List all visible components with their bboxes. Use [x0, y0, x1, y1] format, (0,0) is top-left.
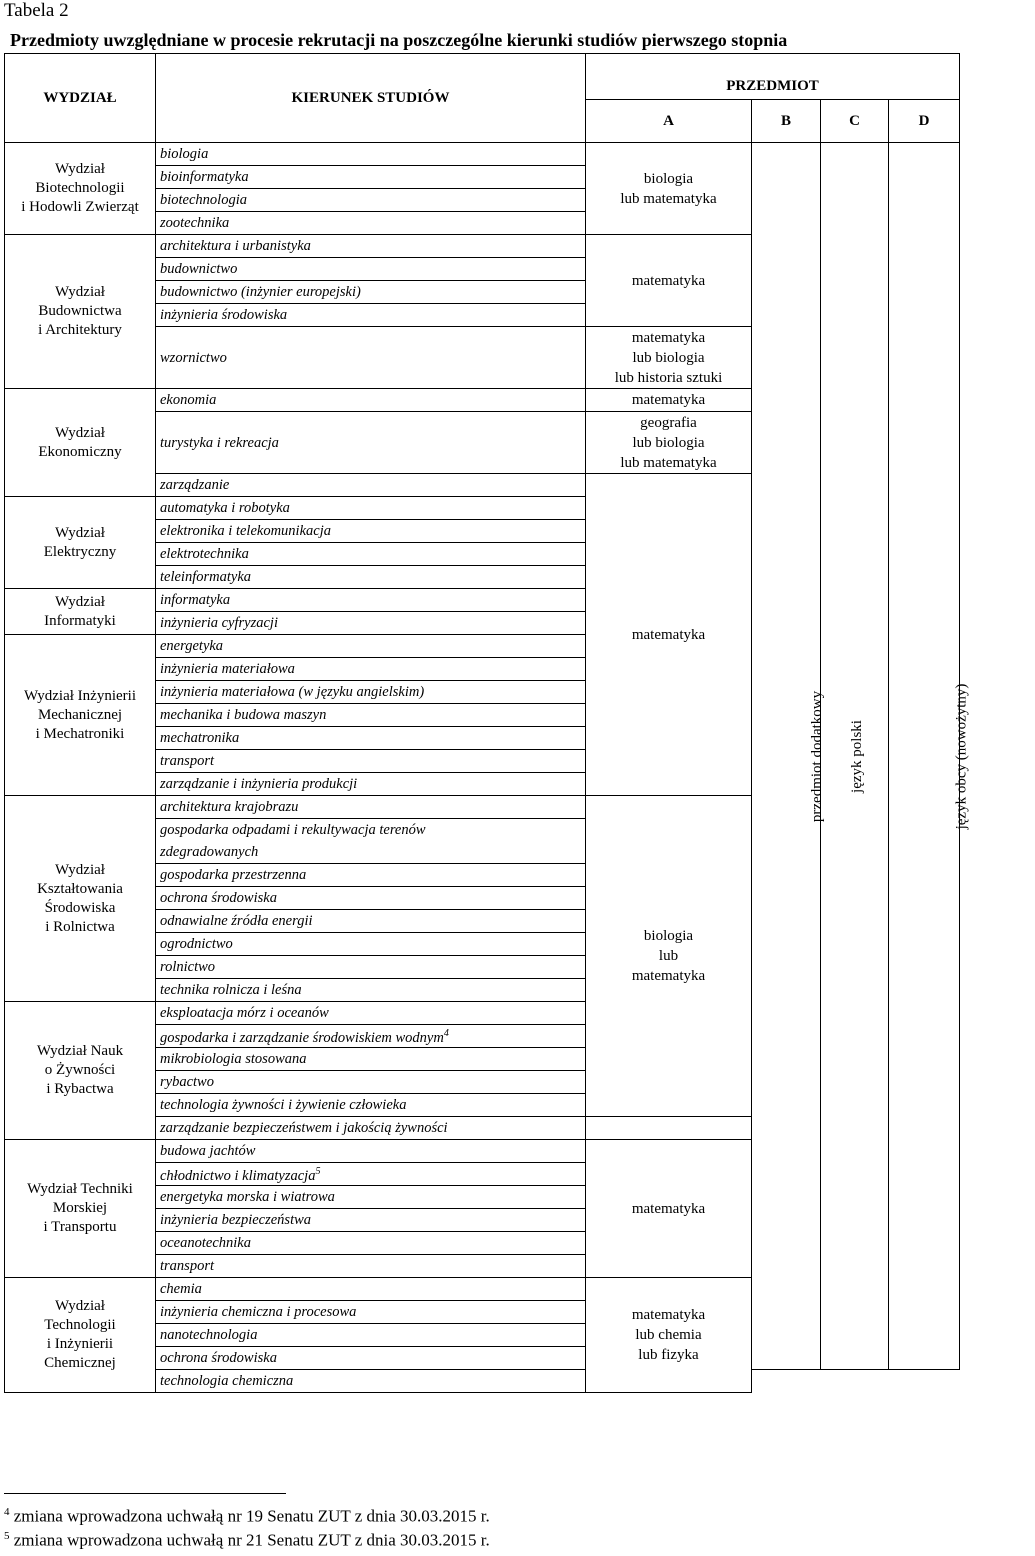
- kierunek-cell: technologia żywności i żywienie człowieka: [156, 1094, 586, 1117]
- kierunek-cell: elektronika i telekomunikacja: [156, 520, 586, 543]
- kierunek-text: gospodarka i zarządzanie środowiskiem wodnym: [160, 1029, 444, 1046]
- wydzial-cell-8: [5, 1002, 156, 1140]
- wydzial-line: Wydział: [55, 161, 105, 177]
- footnote-mark: 4: [4, 1506, 10, 1518]
- admission-subjects-table: [4, 53, 970, 1393]
- kierunek-cell: zarządzanie i inżynieria produkcji: [156, 773, 586, 796]
- subject-a-line: matematyka: [631, 1200, 706, 1217]
- wydzial-line: Elektryczny: [43, 543, 117, 560]
- subject-a-cell-5: [586, 412, 752, 474]
- wydzial-line: i Rybactwa: [46, 1081, 114, 1097]
- wydzial-line: Biotechnologii: [35, 180, 125, 196]
- kierunek-cell: transport: [156, 1255, 586, 1278]
- kierunek-cell: technika rolnicza i leśna: [156, 979, 586, 1002]
- kierunek-cell: ochrona środowiska: [156, 1347, 586, 1370]
- kierunek-cell: inżynieria bezpieczeństwa: [156, 1209, 586, 1232]
- wydzial-line: Chemicznej: [44, 1355, 116, 1371]
- subject-a-line: geografia: [640, 414, 697, 431]
- kierunek-cell: bioinformatyka: [156, 166, 586, 189]
- kierunek-cell: ogrodnictwo: [156, 933, 586, 956]
- wydzial-line: Budownictwa: [38, 303, 122, 319]
- kierunek-cell: odnawialne źródła energii: [156, 910, 586, 933]
- header-kierunek: KIERUNEK STUDIÓW: [156, 54, 586, 143]
- kierunek-cell: energetyka morska i wiatrowa: [156, 1186, 586, 1209]
- column-c-label: język polski: [848, 719, 865, 793]
- kierunek-cell: inżynieria środowiska: [156, 304, 586, 327]
- kierunek-cell: architektura krajobrazu: [156, 796, 586, 819]
- wydzial-line: i Transportu: [43, 1219, 117, 1235]
- kierunek-cell: mechanika i budowa maszyn: [156, 704, 586, 727]
- wydzial-line: Informatyki: [44, 612, 116, 629]
- wydzial-cell-6: [5, 635, 156, 796]
- subject-a-cell-9: [586, 1278, 752, 1393]
- wydzial-line: Wydział Techniki: [27, 1181, 133, 1197]
- footnote-mark: 5: [4, 1530, 10, 1542]
- kierunek-cell: informatyka: [156, 589, 586, 612]
- kierunek-cell: gospodarka odpadami i rekultywacja terenów: [156, 819, 586, 842]
- wydzial-line: Mechanicznej: [37, 706, 123, 723]
- wydzial-line: Kształtowania: [37, 880, 123, 897]
- kierunek-cell: architektura i urbanistyka: [156, 235, 586, 258]
- kierunek-cell: budownictwo: [156, 258, 586, 281]
- kierunek-cell: automatyka i robotyka: [156, 497, 586, 520]
- table-label: Tabela 2: [4, 0, 69, 21]
- wydzial-line: Wydział: [55, 424, 105, 441]
- wydzial-cell-1: [5, 143, 156, 235]
- column-d-cell: [889, 143, 970, 1370]
- subject-a-cell-7: [586, 796, 752, 1117]
- subject-a-line: matematyka: [631, 968, 706, 984]
- kierunek-cell: mechatronika: [156, 727, 586, 750]
- subject-a-line: matematyka: [631, 392, 706, 408]
- kierunek-cell: energetyka: [156, 635, 586, 658]
- kierunek-cell: budownictwo (inżynier europejski): [156, 281, 586, 304]
- subject-a-line: matematyka: [631, 329, 706, 346]
- kierunek-cell: nanotechnologia: [156, 1324, 586, 1347]
- wydzial-line: i Architektury: [38, 322, 122, 338]
- kierunek-cell: [156, 1025, 586, 1048]
- kierunek-cell: elektrotechnika: [156, 543, 586, 566]
- header-col-a: A: [586, 100, 752, 143]
- wydzial-line: Wydział Nauk: [36, 1043, 124, 1059]
- subject-a-cell-6: [586, 474, 752, 796]
- wydzial-line: i Inżynierii: [46, 1336, 114, 1352]
- kierunek-cell: chemia: [156, 1278, 586, 1301]
- kierunek-cell: [156, 1163, 586, 1186]
- subject-a-line: lub: [658, 948, 679, 964]
- subject-a-line: matematyka: [631, 1307, 706, 1323]
- kierunek-cell: inżynieria materiałowa (w języku angielskim): [156, 681, 586, 704]
- kierunek-cell: zarządzanie bezpieczeństwem i jakością żywności: [156, 1117, 586, 1140]
- subject-a-line: lub matematyka: [620, 454, 717, 471]
- subject-a-line: lub fizyka: [638, 1347, 699, 1363]
- header-col-d: D: [889, 100, 960, 143]
- wydzial-line: Wydział: [55, 1298, 105, 1314]
- wydzial-line: i Rolnictwa: [45, 918, 115, 935]
- wydzial-line: i Hodowli Zwierząt: [21, 199, 139, 215]
- wydzial-line: Wydział: [55, 861, 105, 878]
- subject-a-line: lub chemia: [635, 1327, 702, 1343]
- wydzial-cell-2: [5, 235, 156, 389]
- wydzial-line: Wydział: [55, 284, 105, 300]
- footnote-1: [4, 1506, 490, 1527]
- subject-a-line: lub matematyka: [620, 190, 717, 207]
- wydzial-line: Wydział Inżynierii: [24, 687, 136, 704]
- kierunek-cell: wzornictwo: [156, 327, 586, 389]
- kierunek-cell: inżynieria materiałowa: [156, 658, 586, 681]
- subject-a-cell-3: [586, 327, 752, 389]
- kierunek-cell: turystyka i rekreacja: [156, 412, 586, 474]
- column-b-cell: [752, 143, 826, 1370]
- kierunek-cell: eksploatacja mórz i oceanów: [156, 1002, 586, 1025]
- header-przedmiot: PRZEDMIOT: [586, 54, 960, 100]
- subject-a-line: matematyka: [631, 272, 706, 289]
- kierunek-cell: ochrona środowiska: [156, 887, 586, 910]
- footnote-ref: 5: [315, 1166, 321, 1178]
- wydzial-cell-7: [5, 796, 156, 1002]
- column-d-label: język obcy (nowożytny): [953, 683, 970, 829]
- subject-a-line: biologia: [643, 928, 694, 944]
- wydzial-line: Wydział: [55, 593, 105, 610]
- kierunek-cell: rolnictwo: [156, 956, 586, 979]
- kierunek-cell: rybactwo: [156, 1071, 586, 1094]
- footnote-ref: 4: [443, 1028, 449, 1040]
- wydzial-cell-4: [5, 497, 156, 589]
- subject-a-line: lub biologia: [632, 434, 705, 451]
- kierunek-cell: inżynieria chemiczna i procesowa: [156, 1301, 586, 1324]
- wydzial-line: Środowiska: [44, 899, 116, 916]
- subject-a-line: lub biologia: [632, 349, 705, 366]
- subject-a-cell-1: [586, 143, 752, 235]
- subject-a-line: biologia: [643, 170, 694, 187]
- kierunek-cell: oceanotechnika: [156, 1232, 586, 1255]
- kierunek-cell: transport: [156, 750, 586, 773]
- subject-a-line: matematyka: [631, 626, 706, 643]
- kierunek-cell: biologia: [156, 143, 586, 166]
- footnote-separator: [4, 1493, 286, 1494]
- footnote-text: zmiana wprowadzona uchwałą nr 21 Senatu ZUT z dnia 30.03.2015 r.: [13, 1530, 490, 1550]
- footnote-text: zmiana wprowadzona uchwałą nr 19 Senatu ZUT z dnia 30.03.2015 r.: [13, 1506, 490, 1526]
- subject-a-cell-4: [586, 389, 752, 412]
- wydzial-line: o Żywności: [44, 1062, 116, 1078]
- header-col-b: B: [752, 100, 821, 143]
- kierunek-cell-continued: zdegradowanych: [156, 841, 586, 864]
- subject-a-cell-2: [586, 235, 752, 327]
- kierunek-cell: gospodarka przestrzenna: [156, 864, 586, 887]
- wydzial-cell-5: [5, 589, 156, 635]
- wydzial-line: Morskiej: [52, 1200, 108, 1216]
- kierunek-cell: technologia chemiczna: [156, 1370, 586, 1393]
- kierunek-cell: zarządzanie: [156, 474, 586, 497]
- wydzial-cell-10: [5, 1278, 156, 1393]
- wydzial-line: i Mechatroniki: [35, 725, 125, 742]
- kierunek-cell: budowa jachtów: [156, 1140, 586, 1163]
- kierunek-cell: inżynieria cyfryzacji: [156, 612, 586, 635]
- wydzial-cell-9: [5, 1140, 156, 1278]
- subject-a-line: lub historia sztuki: [614, 369, 723, 386]
- column-b-label: przedmiot dodatkowy: [809, 690, 826, 822]
- page-title: Przedmioty uwzględniane w procesie rekrutacji na poszczególne kierunki studiów pierwszego stopnia: [10, 30, 788, 50]
- header-col-c: C: [821, 100, 889, 143]
- wydzial-line: Ekonomiczny: [38, 443, 122, 460]
- wydzial-line: Technologii: [44, 1317, 116, 1333]
- header-wydzial: WYDZIAŁ: [5, 54, 156, 143]
- wydzial-cell-3: [5, 389, 156, 497]
- wydzial-line: Wydział: [55, 524, 105, 541]
- kierunek-cell: ekonomia: [156, 389, 586, 412]
- kierunek-text: chłodnictwo i klimatyzacja: [160, 1167, 316, 1184]
- kierunek-cell: zootechnika: [156, 212, 586, 235]
- kierunek-cell: mikrobiologia stosowana: [156, 1048, 586, 1071]
- footnote-2: [4, 1530, 490, 1551]
- column-c-cell: [821, 143, 889, 1370]
- kierunek-cell: teleinformatyka: [156, 566, 586, 589]
- subject-a-cell-8: [586, 1140, 752, 1278]
- kierunek-cell: biotechnologia: [156, 189, 586, 212]
